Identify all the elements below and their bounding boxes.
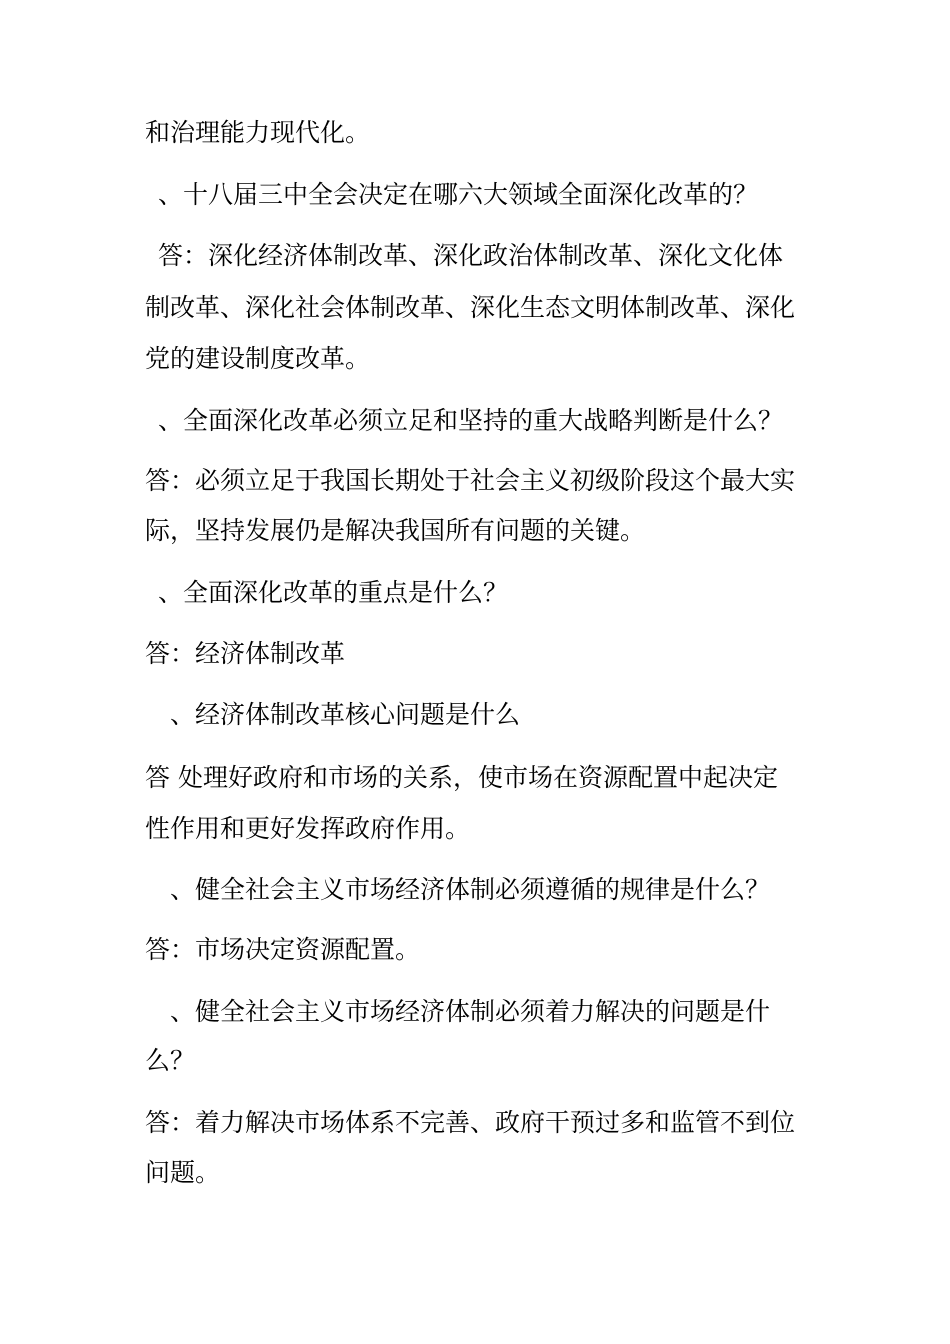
question-line-6b: 么？: [145, 1046, 196, 1075]
answer-line-5: 答：市场决定资源配置。: [145, 935, 421, 964]
question-line-5: 、健全社会主义市场经济体制必须遵循的规律是什么？: [170, 875, 771, 904]
answer-line-1b: 制改革、深化社会体制改革、深化生态文明体制改革、深化: [145, 293, 796, 322]
answer-line-1a: 答：深化经济体制改革、深化政治体制改革、深化文化体: [158, 241, 784, 270]
question-line-4: 、经济体制改革核心问题是什么: [170, 700, 521, 729]
answer-line-4b: 性作用和更好发挥政府作用。: [145, 814, 471, 843]
answer-line-4a: 答 处理好政府和市场的关系，使市场在资源配置中起决定: [145, 763, 778, 792]
question-line-6a: 、健全社会主义市场经济体制必须着力解决的问题是什: [170, 997, 771, 1026]
answer-line-6b: 问题。: [145, 1158, 221, 1187]
question-line-1: 、十八届三中全会决定在哪六大领域全面深化改革的？: [158, 180, 759, 209]
answer-line-3: 答：经济体制改革: [145, 639, 346, 668]
question-line-2: 、全面深化改革必须立足和坚持的重大战略判断是什么？: [158, 406, 784, 435]
question-line-3: 、全面深化改革的重点是什么？: [158, 578, 509, 607]
answer-line-2b: 际，坚持发展仍是解决我国所有问题的关键。: [145, 516, 646, 545]
text-line-1: 和治理能力现代化。: [145, 118, 371, 147]
answer-line-6a: 答：着力解决市场体系不完善、政府干预过多和监管不到位: [145, 1108, 796, 1137]
answer-line-1c: 党的建设制度改革。: [145, 344, 371, 373]
answer-line-2a: 答：必须立足于我国长期处于社会主义初级阶段这个最大实: [145, 466, 796, 495]
